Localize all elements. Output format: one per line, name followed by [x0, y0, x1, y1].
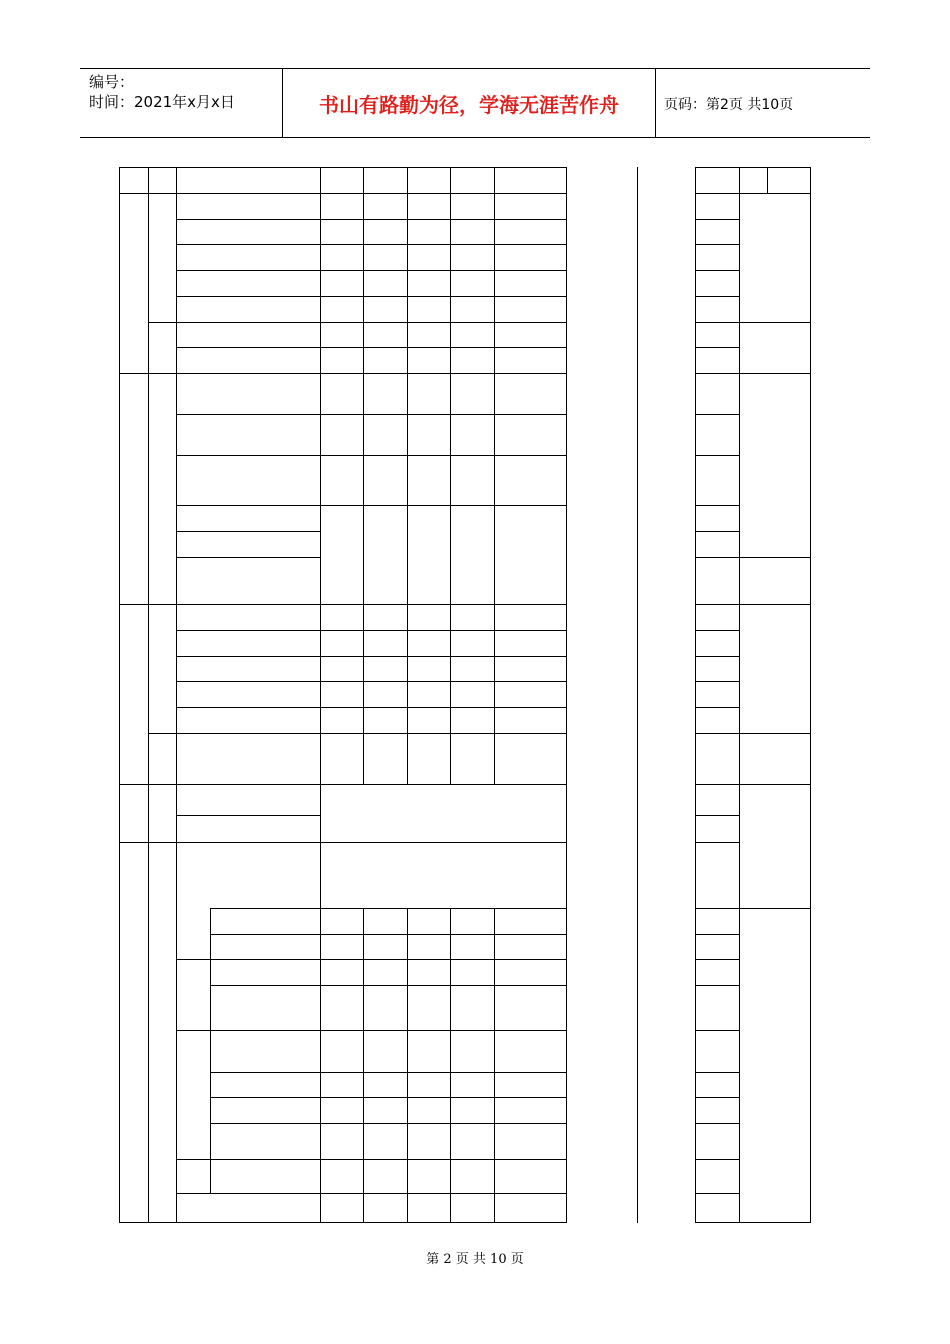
grid-line	[695, 681, 740, 682]
grid-line	[210, 985, 567, 986]
grid-line	[695, 296, 740, 297]
grid-line	[176, 707, 567, 708]
grid-line	[695, 505, 740, 506]
grid-line	[320, 784, 321, 909]
grid-line	[695, 531, 740, 532]
grid-line	[695, 167, 696, 1223]
grid-line	[695, 1193, 740, 1194]
grid-line	[119, 167, 567, 168]
grid-line	[176, 347, 567, 348]
grid-line	[695, 908, 740, 909]
grid-line	[695, 1030, 740, 1031]
grid-line	[695, 414, 740, 415]
grid-line	[176, 815, 321, 816]
grid-line	[176, 1193, 567, 1194]
grid-line	[320, 908, 321, 1223]
grid-line	[407, 908, 408, 1223]
grid-line	[119, 193, 567, 194]
grid-line	[119, 167, 120, 1223]
grid-line	[695, 1123, 740, 1124]
grid-line	[739, 167, 740, 1223]
grid-line	[363, 908, 364, 1223]
grid-line	[695, 347, 740, 348]
grid-line	[739, 322, 811, 323]
grid-line	[210, 1072, 567, 1073]
grid-line	[695, 815, 740, 816]
grid-line	[176, 270, 567, 271]
grid-line	[695, 219, 740, 220]
grid-line	[176, 531, 321, 532]
grid-line	[176, 296, 567, 297]
grid-line	[210, 908, 567, 909]
grid-line	[695, 373, 740, 374]
grid-line	[566, 167, 567, 1223]
grid-line	[637, 167, 638, 1223]
grid-line	[695, 842, 740, 843]
grid-line	[695, 604, 740, 605]
grid-line	[176, 630, 567, 631]
grid-line	[739, 784, 811, 785]
grid-line	[695, 733, 740, 734]
grid-line	[210, 1123, 567, 1124]
grid-line	[119, 784, 567, 785]
grid-line	[695, 455, 740, 456]
grid-line	[176, 167, 177, 1223]
grid-line	[695, 630, 740, 631]
date-label: 时间：2021年x月x日	[89, 93, 235, 111]
grid-line	[210, 934, 567, 935]
grid-line	[119, 1222, 567, 1223]
grid-line	[148, 733, 567, 734]
grid-line	[176, 1030, 567, 1031]
grid-line	[695, 1072, 740, 1073]
grid-line	[767, 167, 768, 194]
grid-line	[176, 455, 567, 456]
grid-line	[119, 604, 567, 605]
grid-line	[210, 1097, 567, 1098]
grid-line	[176, 656, 567, 657]
grid-line	[739, 557, 811, 558]
grid-line	[739, 373, 811, 374]
page-header	[80, 68, 870, 138]
grid-line	[320, 373, 321, 785]
grid-line	[176, 681, 567, 682]
grid-line	[176, 244, 567, 245]
grid-line	[450, 908, 451, 1223]
grid-line	[695, 270, 740, 271]
header-motto-cell	[283, 69, 656, 137]
grid-line	[176, 1159, 567, 1160]
grid-line	[176, 505, 567, 506]
grid-line	[176, 959, 567, 960]
grid-line	[695, 244, 740, 245]
serial-label: 编号：	[89, 73, 135, 91]
grid-line	[695, 167, 811, 168]
grid-line	[210, 908, 211, 1194]
footer-page-number: 第 2 页 共 10 页	[426, 1252, 524, 1267]
grid-line	[739, 733, 811, 734]
motto: 书山有路勤为径，学海无涯苦作舟	[319, 93, 619, 117]
grid-line	[176, 414, 567, 415]
grid-line	[148, 167, 149, 1223]
grid-line	[494, 908, 495, 1223]
header-page-cell	[656, 69, 870, 137]
grid-line	[494, 373, 495, 785]
grid-line	[695, 784, 740, 785]
grid-line	[450, 373, 451, 785]
grid-line	[695, 1097, 740, 1098]
grid-line	[119, 373, 567, 374]
grid-line	[810, 167, 811, 1223]
grid-line	[695, 322, 740, 323]
grid-line	[695, 1222, 740, 1223]
grid-line	[148, 322, 567, 323]
header-meta-cell	[80, 69, 283, 137]
grid-line	[695, 707, 740, 708]
grid-line	[739, 908, 811, 909]
grid-line	[695, 193, 740, 194]
grid-line	[363, 373, 364, 785]
grid-line	[739, 1222, 811, 1223]
grid-line	[119, 842, 567, 843]
grid-line	[176, 557, 321, 558]
grid-line	[407, 373, 408, 785]
grid-line	[695, 557, 740, 558]
grid-line	[695, 934, 740, 935]
grid-line	[695, 985, 740, 986]
page-number: 页码：第2页 共10页	[664, 97, 794, 113]
grid-line	[695, 1159, 740, 1160]
grid-line	[176, 219, 567, 220]
grid-line	[695, 656, 740, 657]
grid-line	[739, 193, 811, 194]
grid-line	[739, 604, 811, 605]
grid-line	[695, 959, 740, 960]
